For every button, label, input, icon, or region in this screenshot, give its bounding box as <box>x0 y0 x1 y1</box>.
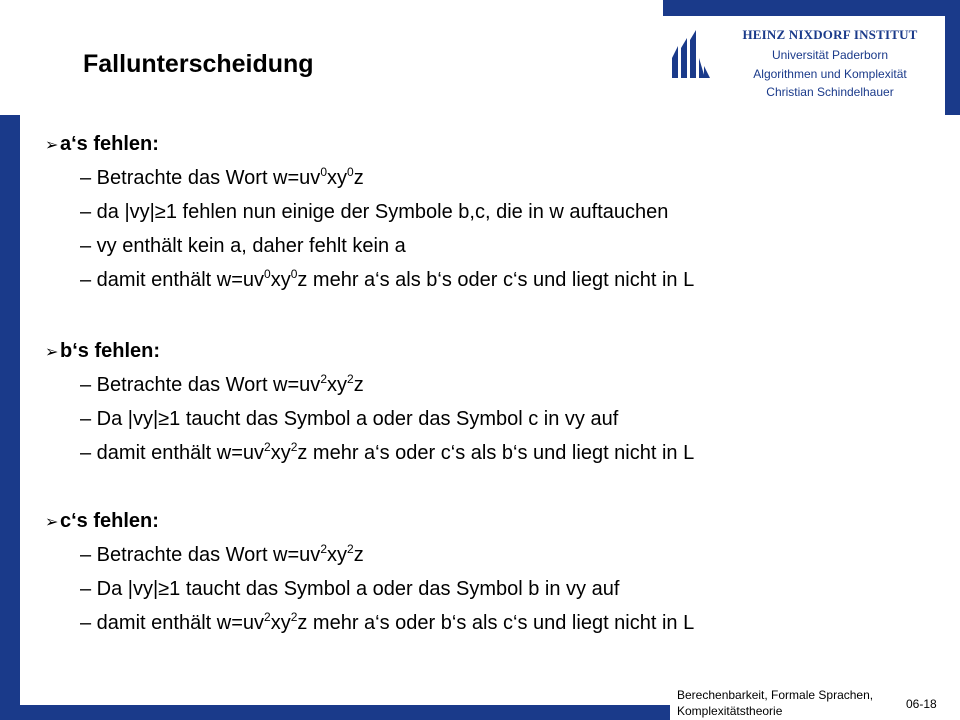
sub-bullet-line <box>80 578 619 601</box>
line-text: – da |vy|≥1 fehlen nun einige der Symbole b,c, die in w auftauchen <box>80 201 669 223</box>
left-accent-bar <box>0 115 20 720</box>
university-name: Universität Paderborn <box>771 48 889 62</box>
bullet-heading <box>45 340 160 363</box>
line-text: z mehr a‘s oder c‘s als b‘s und liegt nicht in L <box>297 442 695 464</box>
exponent: 2 <box>347 542 354 556</box>
bottom-accent-bar <box>20 705 670 720</box>
arrow-bullet-icon: ➢ <box>45 137 59 154</box>
exponent: 2 <box>290 610 298 624</box>
exponent: 2 <box>320 372 327 386</box>
page-number: 06-18 <box>906 697 937 711</box>
exponent: 0 <box>320 165 327 179</box>
sub-bullet-line <box>80 269 694 292</box>
line-text: – damit enthält w=uv <box>80 612 264 634</box>
line-text: – Betrachte das Wort w=uv <box>80 167 321 189</box>
author-name: Christian Schindelhauer <box>766 85 894 99</box>
exponent: 2 <box>290 440 298 454</box>
footer-line-2: Komplexitätstheorie <box>677 704 783 718</box>
arrow-bullet-icon: ➢ <box>45 514 59 531</box>
exponent: 2 <box>264 440 271 454</box>
sub-bullet-line <box>80 201 668 224</box>
group-name: Algorithmen und Komplexität <box>753 67 907 81</box>
sub-bullet-line <box>80 408 618 431</box>
exponent: 2 <box>347 372 354 386</box>
institute-name: HEINZ NIXDORF INSTITUT <box>742 27 918 42</box>
bullet-heading-text: a‘s fehlen: <box>60 133 159 155</box>
sub-bullet-line <box>80 167 364 190</box>
arrow-bullet-icon: ➢ <box>45 344 59 361</box>
line-text: xy <box>327 374 347 396</box>
sub-bullet-line <box>80 442 694 465</box>
exponent: 2 <box>264 610 271 624</box>
exponent: 0 <box>290 267 298 281</box>
line-text: – Betrachte das Wort w=uv <box>80 544 321 566</box>
exponent: 2 <box>320 542 327 556</box>
line-text: – damit enthält w=uv <box>80 269 264 291</box>
bullet-heading-text: b‘s fehlen: <box>60 340 161 362</box>
line-text: z mehr a‘s oder b‘s als c‘s und liegt nicht in L <box>297 612 695 634</box>
sub-bullet-line <box>80 235 406 258</box>
sub-bullet-line <box>80 612 694 635</box>
line-text: – Betrachte das Wort w=uv <box>80 374 321 396</box>
line-text: z mehr a‘s als b‘s oder c‘s und liegt nicht in L <box>297 269 695 291</box>
line-text: xy <box>327 544 347 566</box>
line-text: xy <box>270 269 291 291</box>
institute-logo-icon <box>670 28 712 80</box>
line-text: – vy enthält kein a, daher fehlt kein a <box>80 235 406 257</box>
page-title: Fallunterscheidung <box>83 50 314 78</box>
line-text: z <box>353 167 364 189</box>
line-text: – Da |vy|≥1 taucht das Symbol a oder das Symbol c in vy auf <box>80 408 619 430</box>
line-text: z <box>353 544 364 566</box>
bullet-heading-text: c‘s fehlen: <box>60 510 159 532</box>
line-text: xy <box>327 167 347 189</box>
exponent: 0 <box>347 165 354 179</box>
footer-line-1: Berechenbarkeit, Formale Sprachen, <box>677 688 874 702</box>
sub-bullet-line <box>80 544 364 567</box>
bullet-heading <box>45 133 159 156</box>
exponent: 0 <box>264 267 271 281</box>
line-text: z <box>353 374 364 396</box>
line-text: xy <box>270 612 291 634</box>
sub-bullet-line <box>80 374 364 397</box>
footer-course <box>677 687 873 719</box>
line-text: – damit enthält w=uv <box>80 442 264 464</box>
line-text: xy <box>270 442 291 464</box>
line-text: – Da |vy|≥1 taucht das Symbol a oder das Symbol b in vy auf <box>80 578 620 600</box>
bullet-heading <box>45 510 159 533</box>
